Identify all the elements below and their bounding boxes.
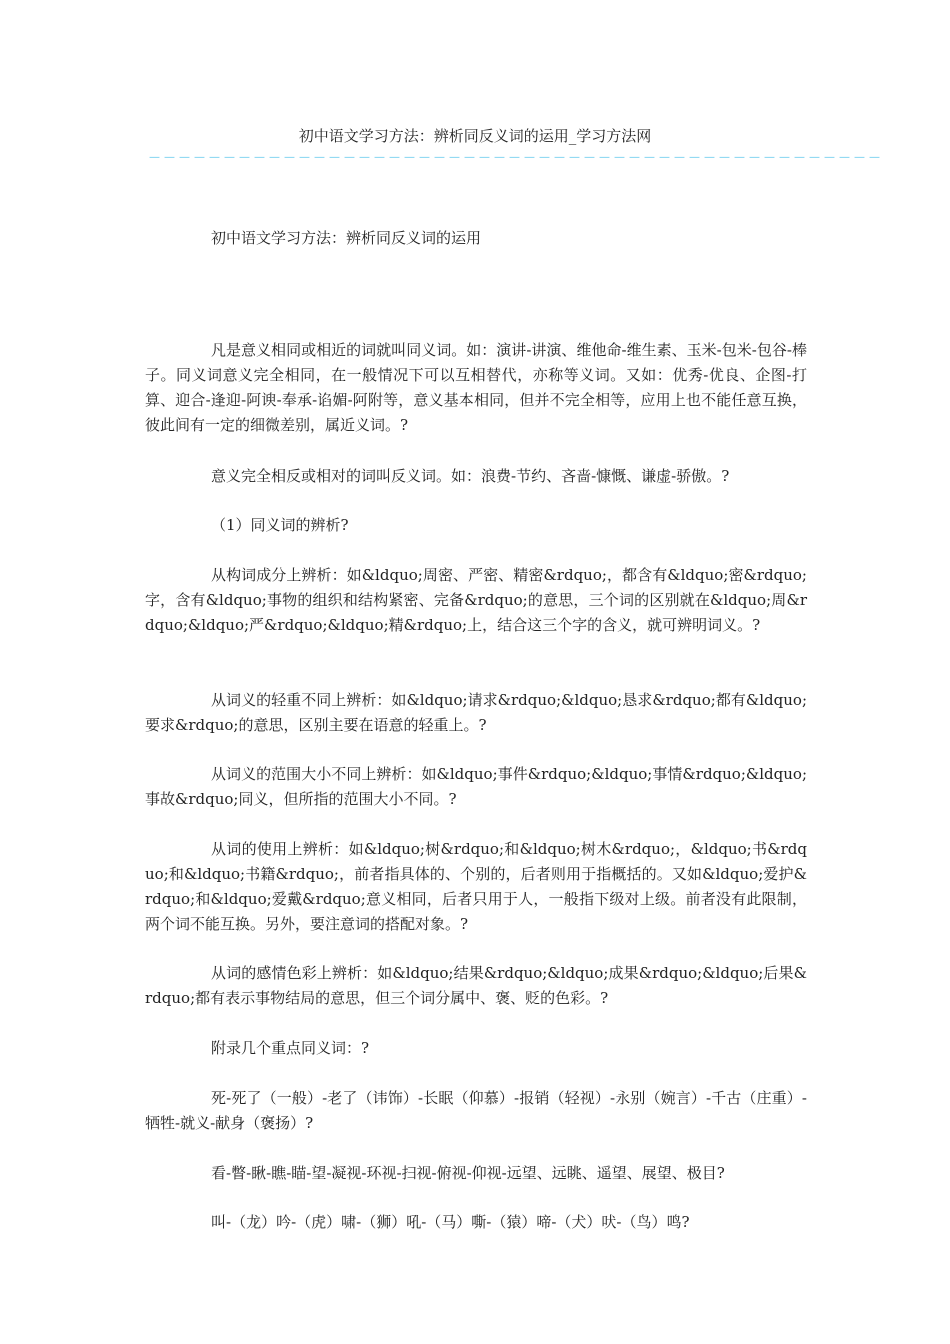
- paragraph-meaning-weight: 从词义的轻重不同上辨析：如&ldquo;请求&rdquo;&ldquo;恳求&rdquo;都有&ldquo;要求&rdquo;的意思，区别主要在语意的轻重上。?: [145, 691, 807, 734]
- section-heading-synonym-analysis: （1）同义词的辨析?: [211, 516, 349, 534]
- page-header-title: 初中语文学习方法：辨析同反义词的运用_学习方法网: [298, 127, 652, 145]
- document-title: 初中语文学习方法：辨析同反义词的运用: [211, 229, 482, 247]
- paragraph-appendix-heading: 附录几个重点同义词：?: [211, 1039, 370, 1057]
- paragraph-synonyms-death: 死-死了（一般）-老了（讳饰）-长眠（仰慕）-报销（轻视）-永别（婉言）-千古（庄重）-牺牲-就义-献身（褒扬）?: [145, 1089, 807, 1132]
- paragraph-antonym-definition: 意义完全相反或相对的词叫反义词。如：浪费-节约、吝啬-慷慨、谦虚-骄傲。?: [211, 467, 730, 485]
- paragraph-synonym-definition: 凡是意义相同或相近的词就叫同义词。如：演讲-讲演、维他命-维生素、玉米-包米-包谷-棒子。同义词意义完全相同，在一般情况下可以互相替代，亦称等义词。又如：优秀-优良、企图-打算、迎合-逢迎-阿谀-奉承-谄媚-阿附等，意义基本相同，但并不完全相等，应用上也不能任意互换，彼此间有一定的细微差别，属近义词。?: [145, 341, 807, 434]
- paragraph-synonyms-look: 看-瞥-瞅-瞧-瞄-望-凝视-环视-扫视-俯视-仰视-远望、远眺、遥望、展望、极目?: [211, 1164, 725, 1182]
- paragraph-word-usage: 从词的使用上辨析：如&ldquo;树&rdquo;和&ldquo;树木&rdquo;，&ldquo;书&rdquo;和&ldquo;书籍&rdquo;，前者指具体的、个别的，后者则用于指概括的。又如&ldquo;爱护&rdquo;和&ldquo;爱戴&rdquo;意义相同，后者只用于人，一般指下级对上级。前者没有此限制，两个词不能互换。另外，要注意词的搭配对象。?: [145, 840, 807, 933]
- paragraph-synonyms-call: 叫-（龙）吟-（虎）啸-（狮）吼-（马）嘶-（猿）啼-（犬）吠-（鸟）鸣?: [211, 1213, 690, 1231]
- paragraph-word-formation: 从构词成分上辨析：如&ldquo;周密、严密、精密&rdquo;，都含有&ldquo;密&rdquo;字，含有&ldquo;事物的组织和结构紧密、完备&rdquo;的意思，三个词的区别就在&ldquo;周&rdquo;&ldquo;严&rdquo;&ldquo;精&rdquo;上，结合这三个字的含义，就可辨明词义。?: [145, 566, 807, 634]
- paragraph-emotional-color: 从词的感情色彩上辨析：如&ldquo;结果&rdquo;&ldquo;成果&rdquo;&ldquo;后果&rdquo;都有表示事物结局的意思，但三个词分属中、褒、贬的色彩。?: [145, 964, 807, 1007]
- header-divider: －－－－－－－－－－－－－－－－－－－－－－－－－－－－－－－－－－－－－－－－－－－－－－－－－: [148, 151, 884, 166]
- paragraph-meaning-scope: 从词义的范围大小不同上辨析：如&ldquo;事件&rdquo;&ldquo;事情&rdquo;&ldquo;事故&rdquo;同义，但所指的范围大小不同。?: [145, 765, 807, 808]
